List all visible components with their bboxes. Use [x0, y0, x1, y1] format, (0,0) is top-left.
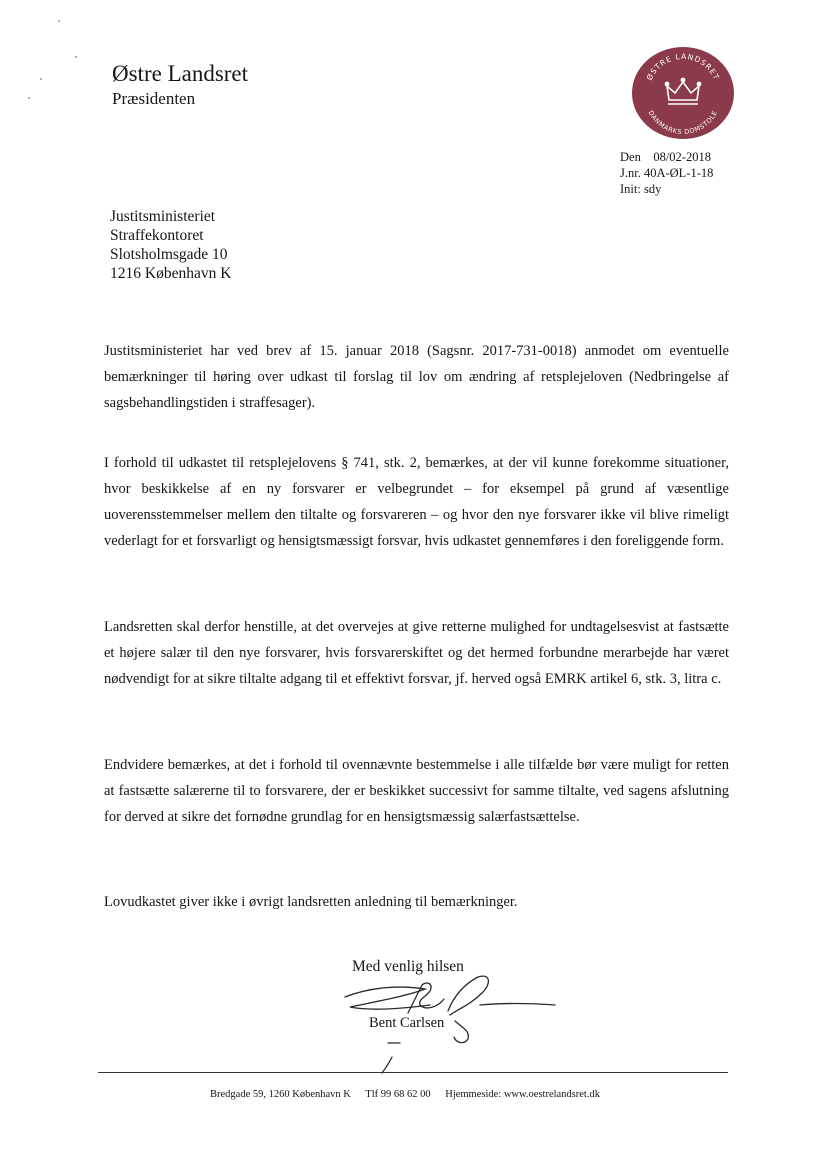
court-seal-logo — [631, 46, 735, 140]
body-paragraph: I forhold til udkastet til retsplejelovens § 741, stk. 2, bemærkes, at der vil kunne forekomme situationer, hvor beskikkelse af en ny forsvarer er velbegrundet – for eksempel på grund af væsentlige uoverensstemmelser mellem den tiltalte og forsvareren – og hvor den nye forsvarer ikke vil blive rimeligt vederlagt for et forsvarligt og hensigtsmæssigt forsvar, hvis udkastet gennemføres i den foreliggende form. — [104, 455, 729, 549]
journal-number: J.nr. 40A-ØL-1-18 — [620, 166, 714, 180]
closing-greeting: Med venlig hilsen — [352, 958, 464, 975]
footer-website: Hjemmeside: www.oestrelandsret.dk — [445, 1089, 600, 1100]
scan-speck — [58, 20, 60, 22]
svg-text:DANMARKS DOMSTOLE: DANMARKS DOMSTOLE — [646, 109, 720, 137]
svg-text:ØSTRE LANDSRET: ØSTRE LANDSRET — [644, 51, 722, 82]
footer-divider — [98, 1072, 728, 1073]
recipient-line: 1216 København K — [110, 265, 232, 282]
body-paragraph: Lovudkastet giver ikke i øvrigt landsretten anledning til bemærkninger. — [104, 894, 518, 910]
letter-metadata — [620, 149, 713, 197]
recipient-line: Straffekontoret — [110, 227, 204, 244]
footer-phone: Tlf 99 68 62 00 — [365, 1089, 431, 1100]
court-subtitle: Præsidenten — [112, 89, 196, 108]
scan-speck — [75, 56, 77, 58]
body-paragraph: Landsretten skal derfor henstille, at det overvejes at give retterne mulighed for undtagelsesvist at fastsætte et højere salær til den nye forsvarer, hvis forsvarerskiftet og det hermed forbundne merarbejde har været nødvendigt for at sikre tiltalte adgang til et effektivt forsvar, jf. herved også EMRK artikel 6, stk. 3, litra c. — [104, 619, 729, 687]
footer-address: Bredgade 59, 1260 København K — [210, 1089, 351, 1100]
scan-speck — [28, 97, 30, 99]
scan-speck — [40, 78, 42, 80]
body-paragraph: Justitsministeriet har ved brev af 15. januar 2018 (Sagsnr. 2017-731-0018) anmodet om eventuelle bemærkninger til høring over udkast til forslag til lov om ændring af retsplejeloven (Nedbringelse af sagsbehandlingstiden i straffesager). — [104, 343, 729, 411]
letterhead-footer — [210, 1088, 612, 1102]
court-name: Østre Landsret — [112, 61, 249, 86]
recipient-line: Slotsholmsgade 10 — [110, 246, 228, 263]
body-paragraph: Endvidere bemærkes, at det i forhold til ovennævnte bestemmelse i alle tilfælde bør være muligt for retten at fastsætte salærerne til to forsvarere, der er beskikket successivt for samme tiltalte, ved sagens afslutning for derved at sikre det fornødne grundlag for en hensigtsmæssig salærfastsættelse. — [104, 757, 729, 825]
recipient-address — [110, 207, 231, 283]
signer-name: Bent Carlsen — [369, 1015, 445, 1031]
initials: Init: sdy — [620, 182, 662, 196]
letter-date: Den 08/02-2018 — [620, 150, 711, 164]
recipient-line: Justitsministeriet — [110, 208, 216, 225]
handwritten-signature — [330, 965, 560, 1075]
